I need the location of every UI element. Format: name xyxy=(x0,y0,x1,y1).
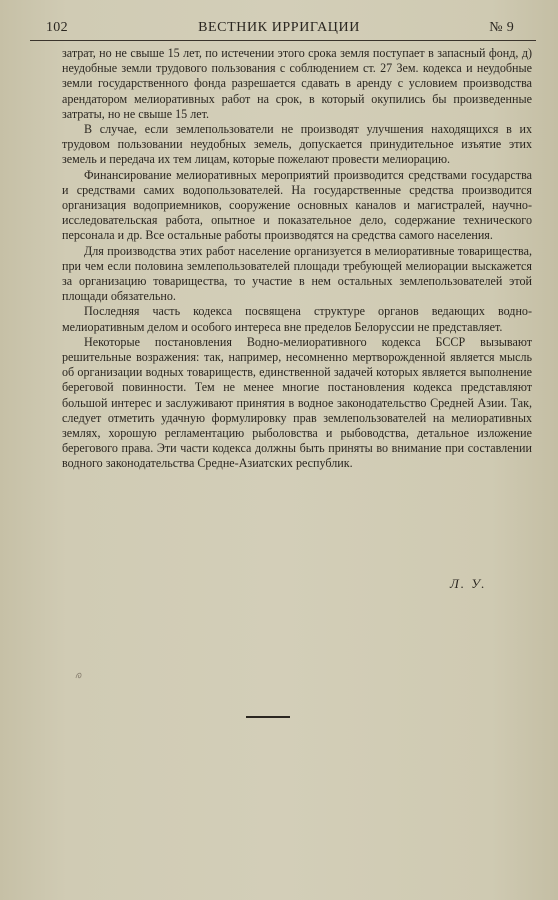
paragraph: Некоторые постановления Водно-мелиоративного кодекса БССР вызывают решительные возражения: так, например, несомненно мертворожденной является мысль об организации водных товариществ, единственной задачей которых является выполнение береговой повинности. Тем не менее многие постановления кодекса представляют большой интерес и заслуживают принятия в водное законодательство Средней Азии. Так, следует отметить удачную формулировку прав землепользователей на мелиоративных землях, хорошую регламентацию рыболовства и рыбоводства, детальное изложение берегового права. Эти части кодекса должны быть приняты во внимание при составлении водного законодательства Средне-Азиатских республик. xyxy=(62,334,532,471)
paragraph: затрат, но не свыше 15 лет, по истечении этого срока земля поступает в запасный фонд, д) неудобные земли трудового пользования с соблюдением ст. 27 Зем. кодекса и неудобные земли государственного фонда разрешается сдавать в аренду с условием производства арендатором мелиоративных работ на срок, в который окупились бы произведенные затраты, но не свыше 15 лет. xyxy=(62,46,532,121)
page-header xyxy=(30,20,528,42)
journal-title: ВЕСТНИК ИРРИГАЦИИ xyxy=(198,20,360,35)
paragraph: Последняя часть кодекса посвящена структуре органов ведающих водно-мелиоративным делом и особого интереса вне пределов Белоруссии не представляет. xyxy=(62,304,532,334)
end-rule xyxy=(246,716,290,718)
paragraph: В случае, если землепользователи не производят улучшения находящихся в их трудовом пользовании неудобных земель, допускается принудительное изъятие этих земель и передача их тем лицам, которые пожелают провести мелиорацию. xyxy=(62,122,532,167)
page-number: 102 xyxy=(46,20,68,35)
paragraph: Для производства этих работ население организуется в мелиоративные товарищества, при чем если половина землепользователей площади требующей мелиорации выскажется за организацию товарищества, то участие в нем остальных землепользователей этой площади обязательно. xyxy=(62,243,532,304)
author-signature: Л. У. xyxy=(450,576,487,591)
article-body xyxy=(62,46,532,472)
ink-mark-icon xyxy=(74,670,84,680)
issue-number: № 9 xyxy=(489,20,514,35)
paragraph: Финансирование мелиоративных мероприятий производится средствами государства и средствами самих водопользователей. На государственные средства производится организация водоприемников, сооружение основных каналов и магистралей, научно-исследовательская работа, опытное и показательное дело, содержание технического персонала и др. Все остальные работы производятся на средства самого населения. xyxy=(62,167,532,243)
header-rule xyxy=(30,40,536,41)
